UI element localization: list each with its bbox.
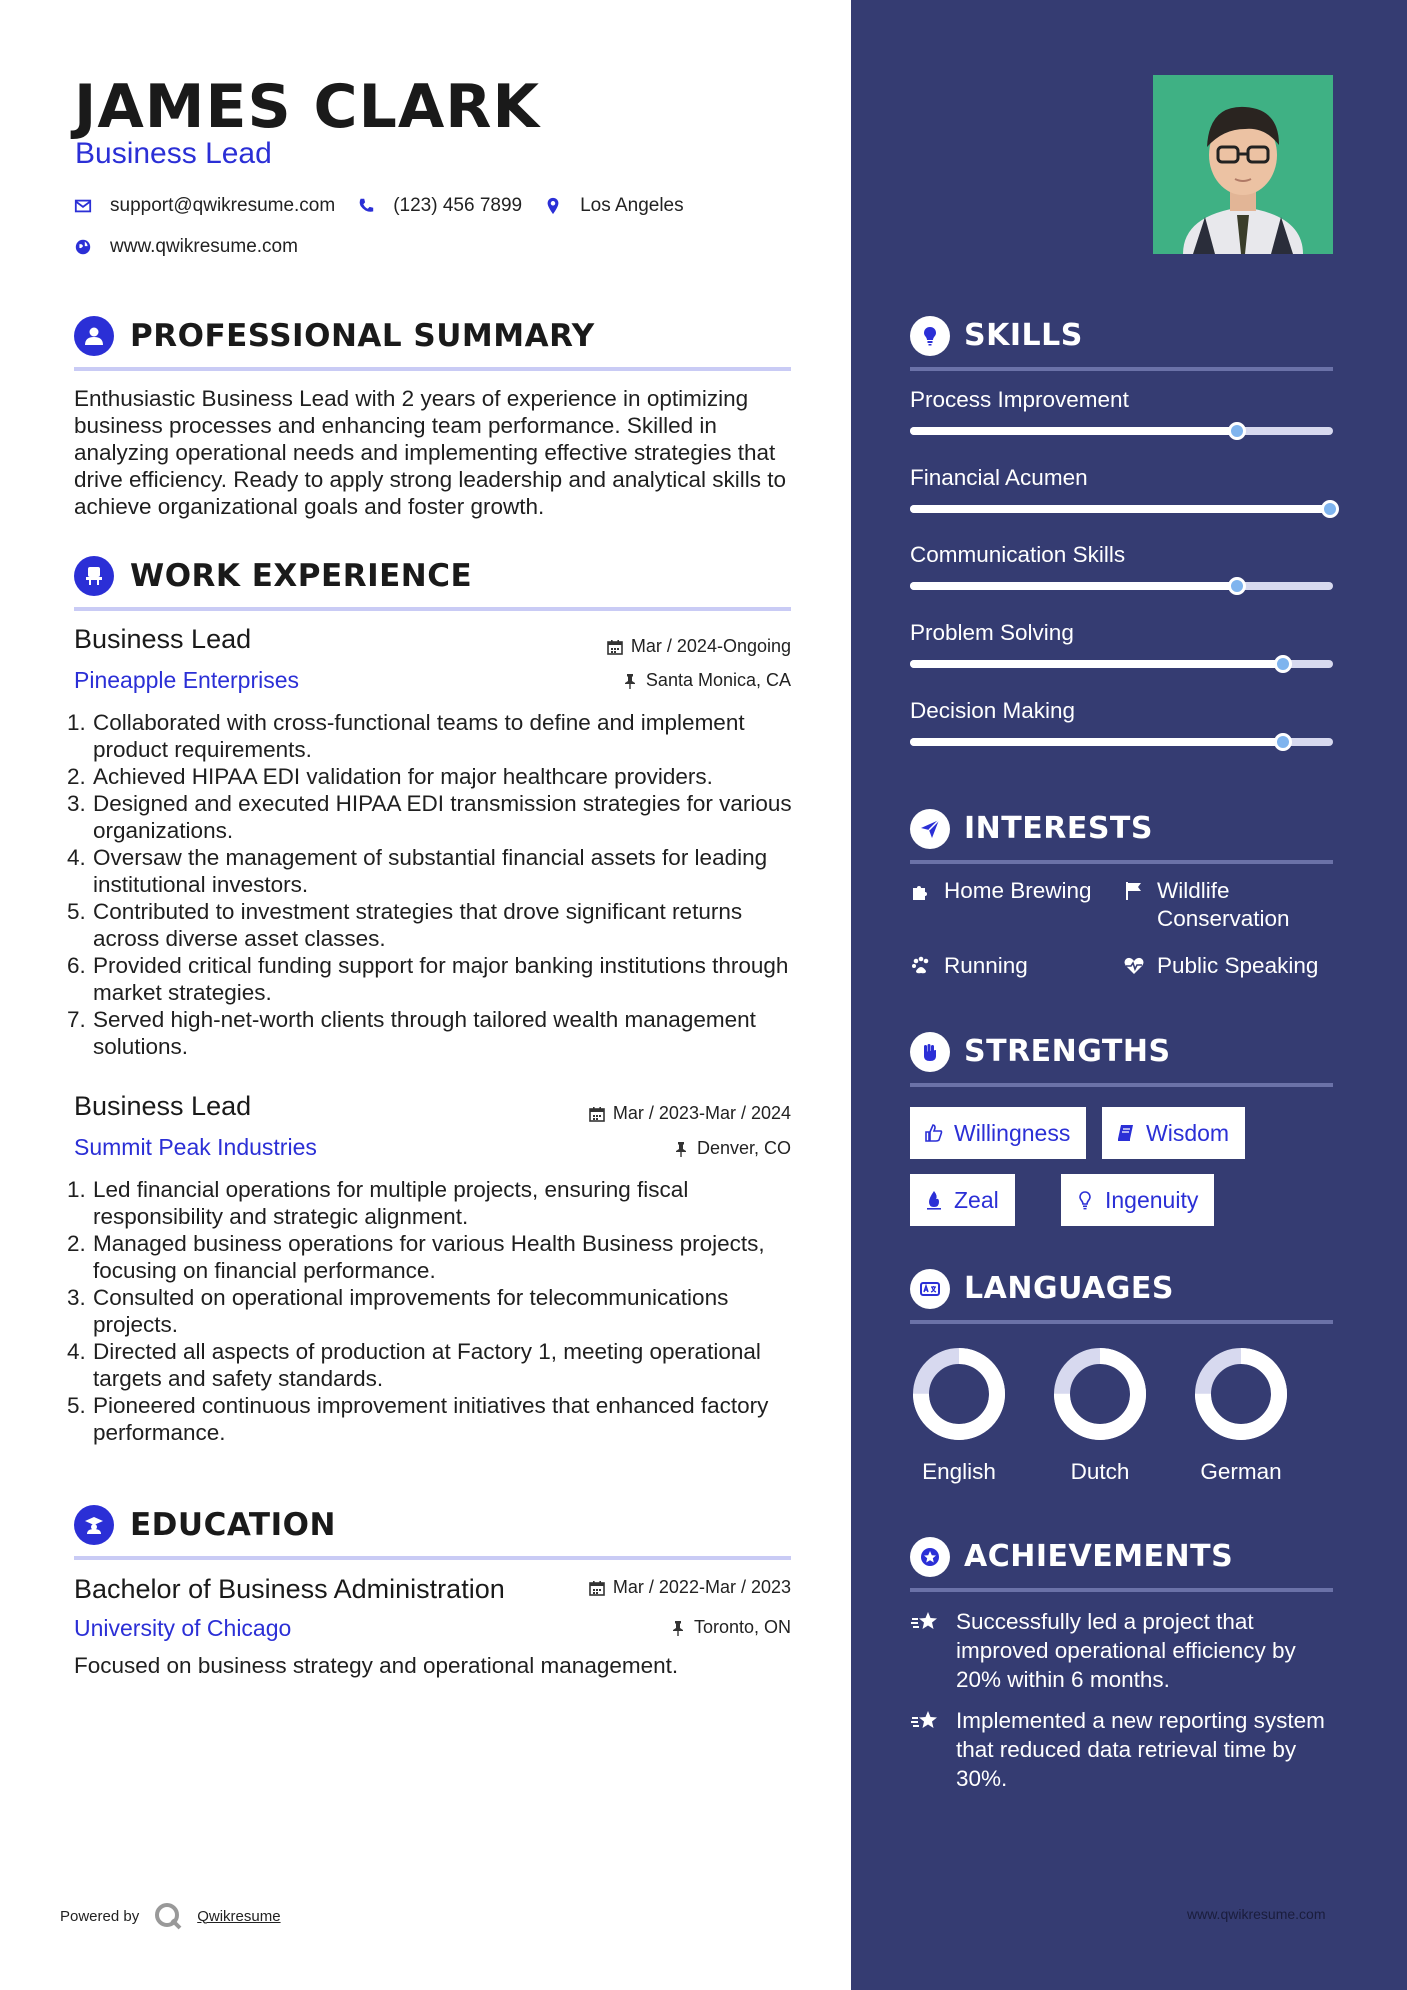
book-icon (1116, 1123, 1136, 1143)
list-item: Designed and executed HIPAA EDI transmission strategies for various organizations. (93, 791, 792, 843)
strengths-heading: STRENGTHS (964, 1034, 1171, 1069)
map-pin-icon (544, 197, 562, 215)
job-dates (607, 636, 791, 657)
candidate-role: Business Lead (75, 137, 272, 170)
job-title: Business Lead (74, 624, 252, 654)
interest-item (910, 877, 1092, 905)
language-item (909, 1344, 1009, 1485)
education-dates (589, 1577, 791, 1598)
website-row (74, 236, 298, 258)
paper-plane-icon (910, 809, 950, 849)
calendar-icon (607, 639, 623, 655)
job-dates (589, 1103, 791, 1124)
list-item: Managed business operations for various Health Business projects, focusing on financial performance. (93, 1231, 765, 1283)
skill-label: Financial Acumen (910, 465, 1088, 490)
skill-item (910, 465, 1333, 491)
globe-icon (74, 238, 92, 256)
skill-bar (910, 427, 1333, 435)
language-level-ring (909, 1344, 1009, 1444)
website-text[interactable]: www.qwikresume.com (110, 236, 298, 257)
experience-heading: WORK EXPERIENCE (130, 558, 473, 594)
email-icon (74, 197, 92, 215)
skill-level-knob (1274, 733, 1292, 751)
interest-label: Running (944, 953, 1028, 978)
skill-bar-fill (910, 505, 1333, 513)
language-item (1050, 1344, 1150, 1485)
education-heading: EDUCATION (130, 1507, 336, 1543)
achievement-text: Implemented a new reporting system that reduced data retrieval time by 30%. (956, 1708, 1325, 1791)
job-location-text: Denver, CO (696, 1138, 791, 1158)
puzzle-icon (910, 880, 932, 902)
list-item: Pioneered continuous improvement initiatives that enhanced factory performance. (93, 1393, 769, 1445)
skill-bar-fill (910, 660, 1286, 668)
skill-bar-fill (910, 738, 1286, 746)
shooting-star-icon (910, 1610, 942, 1634)
skills-divider (910, 367, 1333, 371)
language-label: Dutch (1070, 1459, 1130, 1484)
list-item: Served high-net-worth clients through tailored wealth management solutions. (93, 1007, 756, 1059)
list-item: Directed all aspects of production at Factory 1, meeting operational targets and safety standards. (93, 1339, 761, 1391)
skill-item (910, 620, 1333, 646)
language-item (1191, 1344, 1291, 1485)
strength-label: Ingenuity (1105, 1186, 1199, 1213)
strength-tag (910, 1107, 1086, 1159)
list-item: Collaborated with cross-functional teams to define and implement product requirements. (93, 710, 745, 762)
achievements-heading: ACHIEVEMENTS (964, 1539, 1234, 1574)
education-divider (74, 1556, 791, 1560)
skill-bar (910, 660, 1333, 668)
achievement-item (910, 1607, 1340, 1694)
powered-by-text: Powered by (60, 1907, 140, 1925)
list-item: Achieved HIPAA EDI validation for major healthcare providers. (93, 764, 713, 789)
strength-tag (1102, 1107, 1245, 1159)
skill-level-knob (1228, 422, 1246, 440)
interest-item (1123, 952, 1318, 980)
list-item: Led financial operations for multiple projects, ensuring fiscal responsibility and strategic alignment. (93, 1177, 689, 1229)
strength-tag (1061, 1174, 1214, 1226)
summary-text: Enthusiastic Business Lead with 2 years of experience in optimizing business processes and enhancing team performance. Skilled in analyzing operational needs and implementing effective strategies that drive efficiency. Ready to apply strong leadership and analytical skills to achieve organizational goals and foster growth. (74, 386, 787, 519)
skills-heading: SKILLS (964, 318, 1083, 353)
language-label: English (922, 1459, 996, 1484)
languages-heading: LANGUAGES (964, 1271, 1174, 1306)
achievement-text: Successfully led a project that improved operational efficiency by 20% within 6 months. (956, 1609, 1296, 1692)
company-name: Summit Peak Industries (74, 1134, 317, 1160)
summary-divider (74, 367, 791, 371)
lightbulb-icon (910, 316, 950, 356)
footer-site[interactable]: www.qwikresume.com (1187, 1906, 1326, 1922)
list-item: Oversaw the management of substantial financial assets for leading institutional investors. (93, 845, 768, 897)
job-location-text: Santa Monica, CA (645, 670, 791, 690)
skill-level-knob (1228, 577, 1246, 595)
education-location-text: Toronto, ON (693, 1617, 791, 1637)
skill-level-knob (1321, 500, 1339, 518)
job-dates-text: Mar / 2024-Ongoing (630, 636, 791, 656)
interests-divider (910, 860, 1333, 864)
location-text: Los Angeles (580, 195, 684, 216)
pushpin-icon (622, 673, 638, 689)
email-text[interactable]: support@qwikresume.com (110, 195, 336, 216)
achievement-item (910, 1706, 1340, 1793)
flag-icon (1123, 880, 1145, 902)
skill-item (910, 698, 1333, 724)
strength-tag (910, 1174, 1015, 1226)
education-dates-text: Mar / 2022-Mar / 2023 (612, 1577, 791, 1597)
achievements-divider (910, 1588, 1333, 1592)
skill-level-knob (1274, 655, 1292, 673)
fire-icon (924, 1190, 944, 1210)
skill-bar (910, 738, 1333, 746)
skill-bar (910, 582, 1333, 590)
job-location (673, 1138, 791, 1159)
education-location (670, 1617, 791, 1638)
language-level-ring (1050, 1344, 1150, 1444)
qwikresume-link[interactable]: Qwikresume (197, 1907, 281, 1925)
skill-label: Process Improvement (910, 387, 1129, 412)
list-item: Contributed to investment strategies that drove significant returns across diverse asset classes. (93, 899, 743, 951)
calendar-icon (589, 1580, 605, 1596)
list-item: Provided critical funding support for major banking institutions through market strategies. (93, 953, 789, 1005)
powered-by (60, 1901, 281, 1931)
paw-icon (910, 955, 932, 977)
language-label: German (1200, 1459, 1282, 1484)
chair-icon (74, 556, 114, 596)
strength-label: Zeal (954, 1186, 999, 1213)
company-name: Pineapple Enterprises (74, 667, 300, 693)
job-location (622, 670, 791, 691)
languages-divider (910, 1320, 1333, 1324)
pushpin-icon (673, 1141, 689, 1157)
job-title: Business Lead (74, 1091, 252, 1121)
candidate-name: JAMES CLARK (74, 72, 540, 142)
summary-heading: PROFESSIONAL SUMMARY (130, 318, 595, 354)
profile-photo (1153, 75, 1333, 254)
strength-label: Wisdom (1146, 1119, 1230, 1146)
strengths-divider (910, 1083, 1333, 1087)
lightbulb-icon (1075, 1190, 1095, 1210)
language-level-ring (1191, 1344, 1291, 1444)
phone-text[interactable]: (123) 456 7899 (393, 195, 523, 216)
school-name: University of Chicago (74, 1615, 292, 1641)
sidebar (851, 0, 1407, 1990)
contact-row (74, 195, 684, 217)
skill-bar (910, 505, 1333, 513)
shooting-star-icon (910, 1709, 942, 1733)
interest-item (910, 952, 1028, 980)
skill-item (910, 387, 1333, 413)
calendar-icon (589, 1106, 605, 1122)
education-description: Focused on business strategy and operational management. (74, 1653, 679, 1678)
strength-label: Willingness (954, 1119, 1071, 1146)
skill-bar-fill (910, 427, 1240, 435)
skill-bar-fill (910, 582, 1240, 590)
graduate-icon (74, 1505, 114, 1545)
translate-icon (910, 1269, 950, 1309)
fist-icon (910, 1032, 950, 1072)
phone-icon (357, 197, 375, 215)
pushpin-icon (670, 1620, 686, 1636)
skill-label: Communication Skills (910, 542, 1126, 567)
job-duties-list (74, 1176, 804, 1446)
skill-label: Decision Making (910, 698, 1076, 723)
skill-item (910, 542, 1333, 568)
user-icon (74, 316, 114, 356)
interest-label: Home Brewing (944, 878, 1092, 903)
experience-divider (74, 607, 791, 611)
skill-label: Problem Solving (910, 620, 1074, 645)
job-dates-text: Mar / 2023-Mar / 2024 (612, 1103, 791, 1123)
interest-label: Public Speaking (1157, 953, 1319, 978)
interest-label: Wildlife Conservation (1157, 878, 1290, 931)
list-item: Consulted on operational improvements for telecommunications projects. (93, 1285, 729, 1337)
star-badge-icon (910, 1537, 950, 1577)
interests-heading: INTERESTS (964, 811, 1153, 846)
qwikresume-logo-icon (153, 1901, 183, 1931)
degree-title: Bachelor of Business Administration (74, 1574, 505, 1604)
heartbeat-icon (1123, 955, 1145, 977)
job-duties-list (74, 709, 804, 1060)
interest-item (1123, 877, 1323, 933)
thumbs-up-icon (924, 1123, 944, 1143)
